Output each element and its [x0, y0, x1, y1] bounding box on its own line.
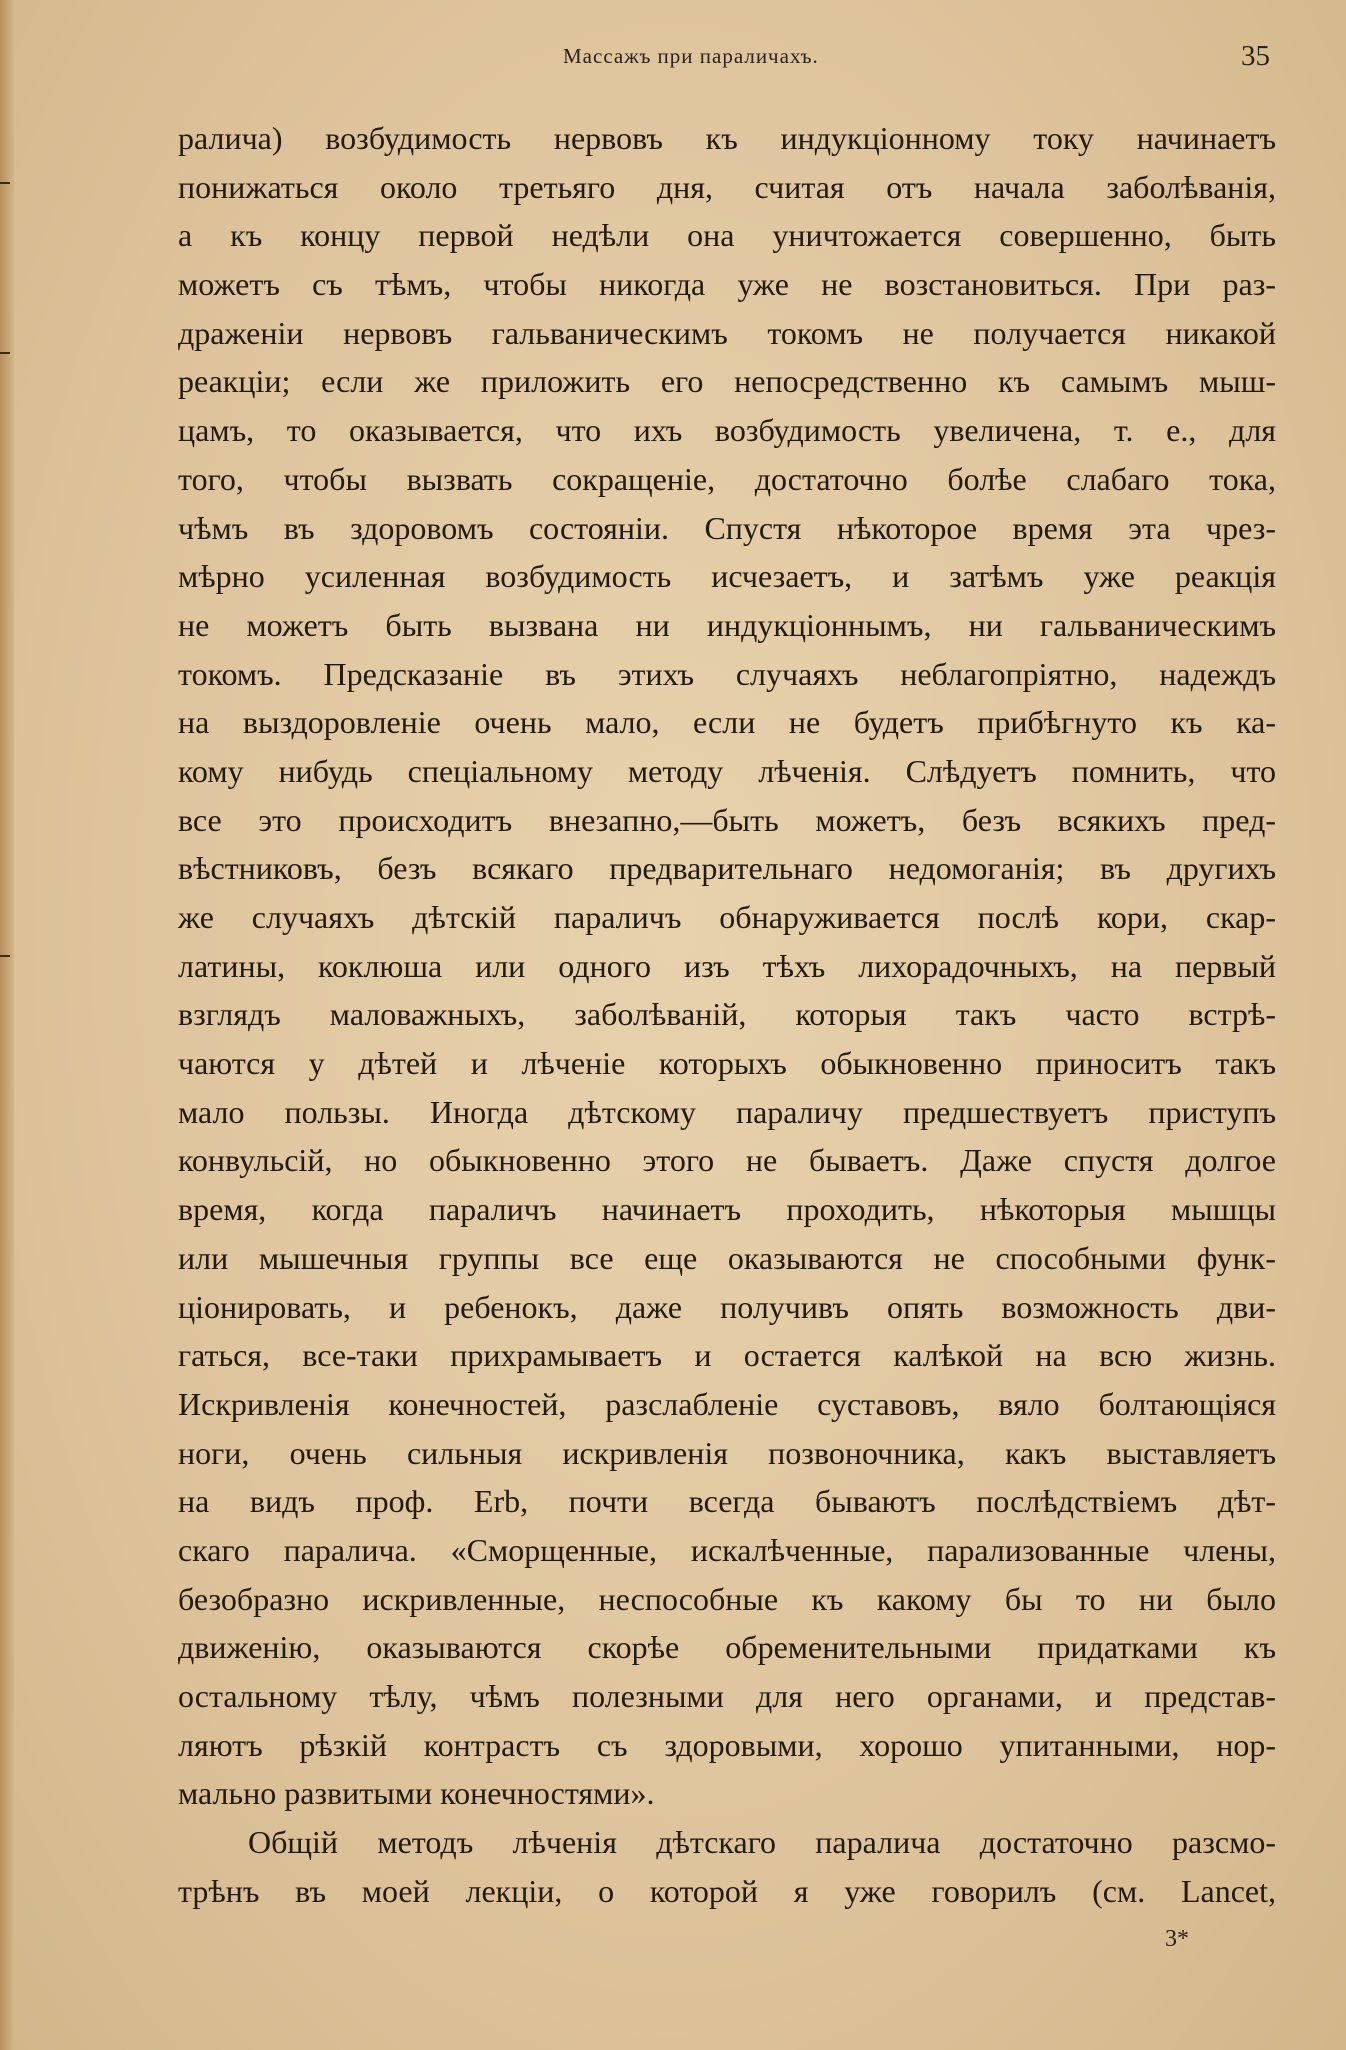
text-line: не можетъ быть вызвана ни индукціоннымъ, ни гальваническимъ: [178, 606, 1276, 643]
page-header: [180, 40, 1270, 80]
text-line: или мышечныя группы все еще оказываются не способными функ-: [178, 1239, 1276, 1276]
text-line: можетъ съ тѣмъ, чтобы никогда уже не возстановиться. При раз-: [178, 266, 1276, 303]
text-line: драженіи нервовъ гальваническимъ токомъ не получается никакой: [178, 314, 1276, 351]
text-line: а къ концу первой недѣли она уничтожается совершенно, быть: [178, 217, 1276, 254]
body-text: [178, 114, 1276, 1915]
text-line: конвульсій, но обыкновенно этого не бываетъ. Даже спустя долгое: [178, 1142, 1276, 1179]
text-line: все это происходитъ внезапно,—быть можетъ, безъ всякихъ пред-: [178, 801, 1276, 838]
text-line: же случаяхъ дѣтскій параличъ обнаруживается послѣ кори, скар-: [178, 899, 1276, 935]
text-line: цамъ, то оказывается, что ихъ возбудимость увеличена, т. е., для: [178, 412, 1276, 449]
text-line: движенію, оказываются скорѣе обременительными придатками къ: [178, 1629, 1276, 1666]
text-line: ралича) возбудимость нервовъ къ индукціонному току начинаетъ: [178, 120, 1276, 156]
text-line: ляютъ рѣзкій контрастъ съ здоровыми, хорошо упитанными, нор-: [178, 1726, 1276, 1763]
text-line: остальному тѣлу, чѣмъ полезными для него органами, и представ-: [178, 1678, 1276, 1714]
text-line: взглядъ маловажныхъ, заболѣваній, которыя такъ часто встрѣ-: [178, 996, 1276, 1033]
text-line: реакціи; если же приложить его непосредственно къ самымъ мыш-: [178, 363, 1276, 400]
text-line: гаться, все-таки прихрамываетъ и остается калѣкой на всю жизнь.: [178, 1337, 1276, 1374]
text-line: мально развитыми конечностями».: [178, 1775, 655, 1812]
text-line: мѣрно усиленная возбудимость исчезаетъ, и затѣмъ уже реакція: [178, 558, 1276, 595]
edge-tick-mark: [0, 352, 10, 354]
text-line: ціонировать, и ребенокъ, даже получивъ опять возможность дви-: [178, 1288, 1276, 1325]
text-line: чаются у дѣтей и лѣченіе которыхъ обыкновенно приноситъ такъ: [178, 1045, 1276, 1082]
paragraph: [178, 1818, 1276, 1915]
text-line: того, чтобы вызвать сокращеніе, достаточно болѣе слабаго тока,: [178, 460, 1276, 497]
text-line: Общій методъ лѣченія дѣтскаго паралича достаточно разсмо-: [248, 1824, 1276, 1861]
running-title: Массажъ при параличахъ.: [563, 44, 819, 68]
text-line: скаго паралича. «Сморщенные, искалѣченные, парализованные члены,: [178, 1531, 1276, 1568]
text-line: Искривленія конечностей, разслабленіе суставовъ, вяло болтающіяся: [178, 1385, 1276, 1422]
text-line: трѣнъ въ моей лекціи, о которой я уже говорилъ (см. Lancet,: [178, 1872, 1276, 1909]
text-line: ноги, очень сильныя искривленія позвоночника, какъ выставляетъ: [178, 1434, 1276, 1471]
edge-tick-mark: [0, 955, 10, 957]
signature-mark: 3*: [1165, 1926, 1189, 1952]
text-line: безобразно искривленные, неспособные къ какому бы то ни было: [178, 1580, 1276, 1617]
text-line: на видъ проф. Erb, почти всегда бываютъ послѣдствіемъ дѣт-: [178, 1483, 1276, 1520]
text-line: понижаться около третьяго дня, считая отъ начала заболѣванія,: [178, 168, 1276, 205]
page-binding-edge: [0, 0, 14, 2050]
text-line: вѣстниковъ, безъ всякаго предварительнаго недомоганія; въ другихъ: [178, 850, 1276, 887]
edge-tick-mark: [0, 182, 10, 184]
paragraph: [178, 114, 1276, 1818]
text-line: кому нибудь спеціальному методу лѣченія. Слѣдуетъ помнить, что: [178, 752, 1276, 789]
text-line: токомъ. Предсказаніе въ этихъ случаяхъ неблагопріятно, надеждъ: [178, 655, 1276, 692]
text-line: время, когда параличъ начинаетъ проходить, нѣкоторыя мышцы: [178, 1191, 1276, 1228]
text-line: на выздоровленіе очень мало, если не будетъ прибѣгнуто къ ка-: [178, 704, 1276, 741]
text-line: латины, коклюша или одного изъ тѣхъ лихорадочныхъ, на первый: [178, 947, 1276, 984]
text-line: мало пользы. Иногда дѣтскому параличу предшествуетъ приступъ: [178, 1093, 1276, 1130]
page-number: 35: [1241, 40, 1270, 72]
text-line: чѣмъ въ здоровомъ состояніи. Спустя нѣкоторое время эта чрез-: [178, 509, 1276, 546]
